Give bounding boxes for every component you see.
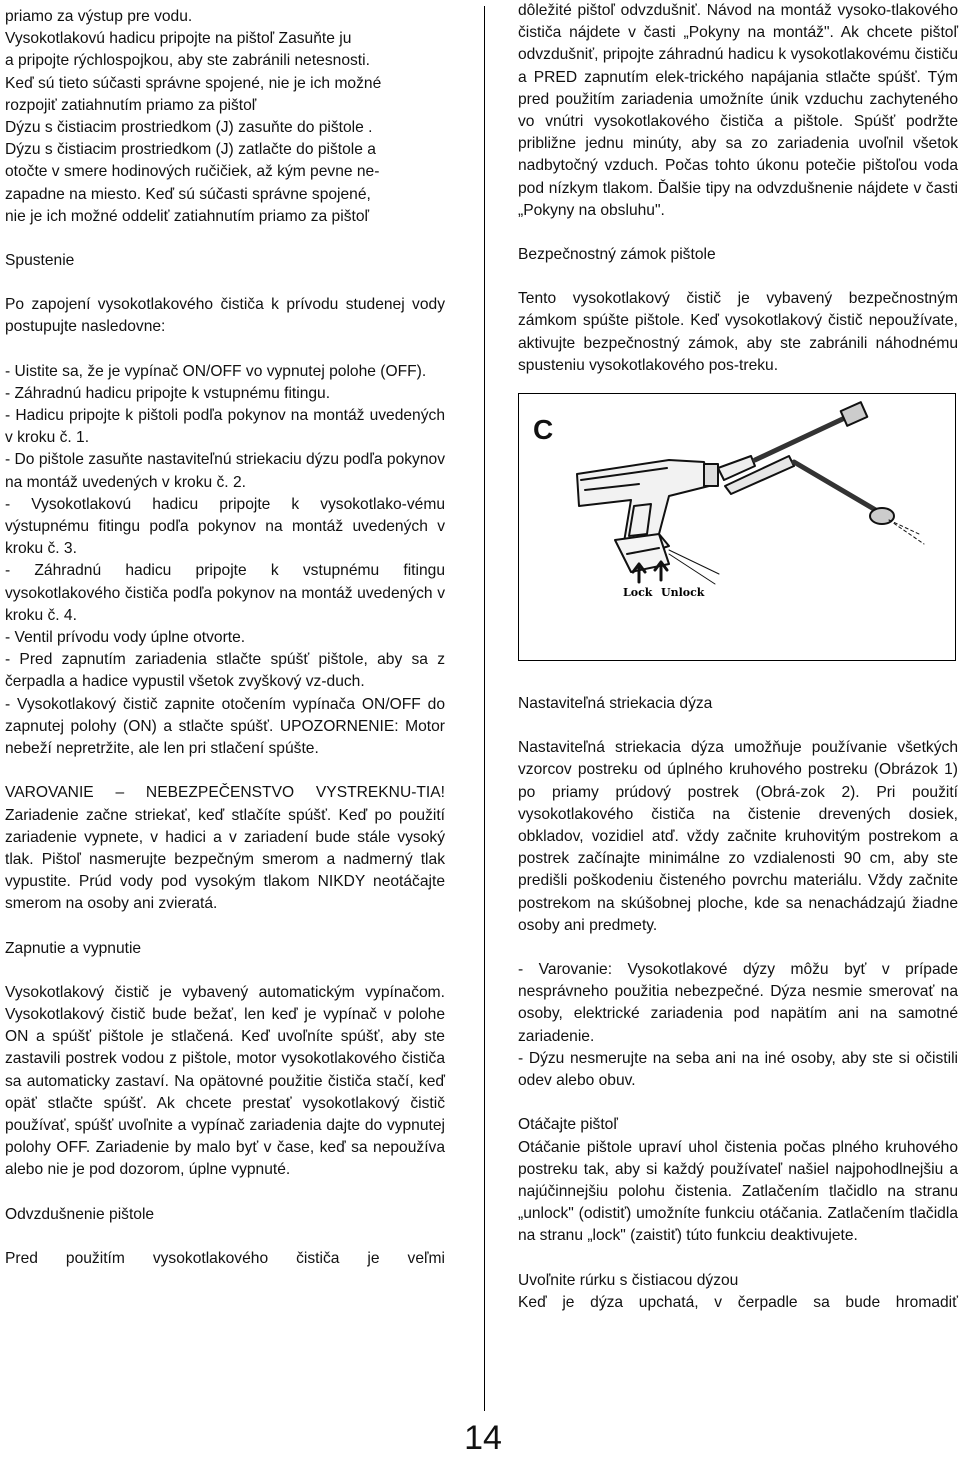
nozzle-warning: - Varovanie: Vysokotlakové dýzy môžu byť v prípade nesprávneho použitia nebezpečné. Dýza nesmie smerovať na osoby, elektrické zariadenia pod napätím ani na samotné zariadenie. [518,961,958,1045]
lock-paragraph: Tento vysokotlakový čistič je vybavený bezpečnostným zámkom spúšte pištole. Keď vysokotlakový čistič nepoužívate, aktivujte bezpečnostný zámok, aby ste zabránili náhodnému spusteniu vysokotlakového pos-treku. [518,290,958,374]
section-heading-start: Spustenie [5,252,75,270]
start-step: - Hadicu pripojte k pištoli podľa pokynov na montáž uvedených v kroku č. 1. [5,407,445,447]
start-step: - Uistite sa, že je vypínač ON/OFF vo vypnutej polohe (OFF). [5,362,427,380]
spray-gun-illustration [519,394,955,660]
warning-paragraph: VAROVANIE – NEBEZPEČENSTVO VYSTREKNU-TIA! Zariadenie začne striekať, keď stlačíte spúšť. Keď po použití zariadenie vypnete, v hadici a v zariadení bude stále vysoký tlak. Pištoľ nasmerujte bezpečným smerom a nadmerný tlak vypustite. Prúd vody pod vysokým tlakom NIKDY neotáčajte smerom na osoby ani zvieratá. [5,784,445,913]
start-step: - Záhradnú hadicu pripojte k vstupnému fitingu. [5,384,331,402]
section-heading-onoff: Zapnutie a vypnutie [5,939,142,957]
intro-line: a pripojte rýchlospojkou, aby ste zabránili netesnosti. [5,52,370,70]
onoff-paragraph: Vysokotlakový čistič je vybavený automatickým vypínačom. Vysokotlakový čistič bude bežať, len keď je vypínač v polohe ON a spúšť pištole je stlačená. Keď uvoľníte spúšť, aby ste zastavili postrek vodou z pištole, motor vysokotlakového čističa sa automaticky zastaví. Na opätovné použitie čističa stačí, keď opäť stlačte spúšť. Ak chcete prestať vysokotlakový čistič používať, spúšť uvoľnite a vypínač zariadenia dajte do vypnutej polohy OFF. Zariadenie by malo byť v čase, keď sa nepoužíva alebo nie je pod dozorom, úplne vypnuté. [5,983,445,1179]
section-heading-nozzle: Nastaviteľná striekacia dýza [518,695,713,713]
release-paragraph: Keď je dýza upchatá, v čerpadle sa bude hromadiť [518,1293,958,1311]
left-column [5,0,445,1270]
start-step: - Vysokotlakový čistič zapnite otočením vypínača ON/OFF do zapnutej polohy (ON) a stlačte spúšť. UPOZORNENIE: Motor nebeží nepretržite, ale len pri stlačení spúšte. [5,695,445,758]
intro-line: nie je ich možné oddeliť zatiahnutím priamo za pištoľ [5,207,370,225]
figure-gun-lock [518,393,956,661]
start-step: - Záhradnú hadicu pripojte k vstupnému fitingu vysokotlakového čističa podľa pokynov na montáž uvedených v kroku č. 4. [5,562,445,624]
start-step: - Pred zapnutím zariadenia stlačte spúšť pištole, aby sa z čerpadla a hadice vypustil všetok zvyškový vz-duch. [5,651,445,691]
intro-line: Keď sú tieto súčasti správne spojené, nie je ich možné [5,74,382,92]
section-heading-release: Uvoľnite rúrku s čistiacou dýzou [518,1271,739,1289]
intro-line: Vysokotlakovú hadicu pripojte na pištoľ Zasuňte ju [5,30,352,48]
start-intro: Po zapojení vysokotlakového čističa k prívodu studenej vody postupujte nasledovne: [5,296,445,336]
nozzle-paragraph: Nastaviteľná striekacia dýza umožňuje používanie všetkých vzorcov postreku od úplného kruhového postreku (Obrázok 1) po priamy prúdový postrek (Obrá-zok 2). Pri použití vysokotlakového čističa na čistenie drevených dosiek, obkladov, vozidiel atď. vždy začnite kruhovitým postrekom a postrek začínajte minimálne zo vzdialenosti 90 cm, aby ste predišli poškodeniu čisteného povrchu materiálu. Vždy začnite postrekom na skúšobnej ploche, kde sa nenachádzajú žiadne osoby ani predmety. [518,739,958,934]
intro-line: priamo za výstup pre vodu. [5,8,193,25]
lock-label: Lock [623,586,653,600]
page-number: 14 [464,1419,502,1457]
rotate-paragraph: Otáčanie pištole upraví uhol čistenia počas plného kruhového postreku tak, aby si každý používateľ našiel najpohodlnejšiu a najúčinnejšiu polohu čistenia. Zatlačením tlačidlo na stranu „unlock" (odistiť) umožníte funkciu otáčania. Zatlačením tlačidla na stranu „lock" (zaistiť) túto funkciu deaktivujete. [518,1138,958,1245]
right-column [518,0,958,1314]
figure-letter: C [533,414,554,446]
start-step: - Vysokotlakovú hadicu pripojte k vysokotlako-vému výstupnému fitingu podľa pokynov na montáž uvedených v kroku č. 3. [5,495,445,558]
section-heading-rotate: Otáčajte pištoľ [518,1116,618,1134]
intro-line: Dýzu s čistiacim prostriedkom (J) zasuňte do pištole . [5,119,373,137]
intro-line: otočte v smere hodinových ručičiek, až kým pevne ne- [5,163,380,181]
start-step: - Do pištole zasuňte nastaviteľnú striekaciu dýzu podľa pokynov na montáž uvedených v kroku č. 2. [5,451,445,491]
section-heading-lock: Bezpečnostný zámok pištole [518,246,716,264]
column-divider [484,6,485,1411]
bleed-paragraph: Pred použitím vysokotlakového čističa je veľmi [5,1249,445,1267]
nozzle-warning: - Dýzu nesmerujte na seba ani na iné osoby, aby ste si očistili odev alebo obuv. [518,1049,958,1090]
unlock-label: Unlock [661,586,705,600]
intro-line: Dýzu s čistiacim prostriedkom (J) zatlačte do pištole a [5,141,376,159]
intro-line: zapadne na miesto. Keď sú súčasti správne spojené, [5,185,371,203]
start-step: - Ventil prívodu vody úplne otvorte. [5,629,246,647]
intro-line: rozpojiť zatiahnutím priamo za pištoľ [5,96,257,114]
section-heading-bleed: Odvzdušnenie pištole [5,1205,155,1223]
bleed-continuation: dôležité pištoľ odvzdušniť. Návod na montáž vysoko-tlakového čističa nájdete v časti „Pokyny na montáž". Ak chcete pištoľ odvzdušniť, pripojte záhradnú hadicu k vysokotlakovému čističu a PRED zapnutím elek-trického napájania stlačte spúšť. Tým pred použitím zariadenia umožníte únik vzduchu zachyteného vo vnútri vysokotlakového čističa a pištole. Spúšť podržte približne jednu minúty, aby sa zo zariadenia uvoľnil všetok nadbytočný vzduch. Počas tohto úkonu potečie pištoľou voda pod nízkym tlakom. Ďalšie tipy na odvzdušnenie nájdete v časti „Pokyny na obsluhu". [518,2,958,219]
